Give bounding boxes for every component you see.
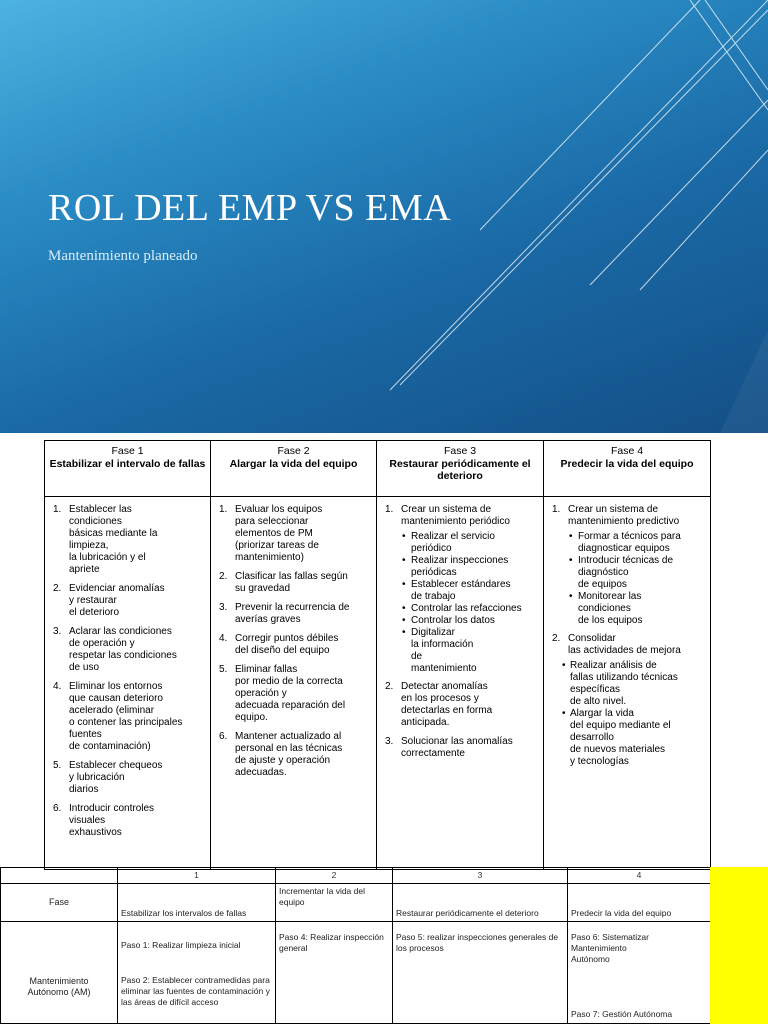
bullet-item (383, 579, 537, 603)
paso-text: Paso 5: realizar inspecciones generales de los procesos (396, 932, 559, 953)
phase-table (44, 440, 711, 870)
step-text: Introducir controles visuales exhaustivos (69, 803, 155, 838)
step-item (51, 803, 204, 839)
step-number: 4. (53, 681, 62, 692)
bullet-list (550, 531, 704, 627)
step-item (51, 504, 204, 576)
step-text: Mantener actualizado al personal en las técnicas de ajuste y operación adecuadas. (235, 731, 343, 778)
step-number: 1. (385, 504, 394, 515)
bullet-icon: • (402, 627, 406, 638)
bullet-icon: • (402, 579, 406, 590)
bullet-item (383, 615, 537, 627)
phase-number: Fase 4 (610, 445, 644, 457)
bullet-list (550, 660, 704, 768)
phase-number: Fase 1 (111, 445, 144, 457)
bullet-icon: • (402, 555, 406, 566)
step-number: 2. (53, 583, 62, 594)
slide-subtitle: Mantenimiento planeado (48, 248, 198, 264)
bullet-text: Formar a técnicos para diagnosticar equipos (578, 531, 681, 554)
phase-1-steps (45, 497, 211, 870)
steps-table (0, 867, 711, 1024)
bullet-item (383, 531, 537, 555)
step-text: Corregir puntos débiles del diseño del equipo (235, 633, 339, 656)
phase-name: Estabilizar los intervalos de fallas (121, 908, 247, 918)
step-number: 3. (385, 736, 394, 747)
bullet-text: Realizar análisis de fallas utilizando técnicas específicas de alto nivel. (570, 660, 678, 707)
step-number: 6. (219, 731, 228, 742)
step-text: Consolidar las actividades de mejora (568, 633, 681, 656)
step-text: Establecer chequeos y lubricación diarios (69, 760, 163, 795)
bullet-icon: • (402, 531, 406, 542)
phase-name-cell (568, 884, 711, 922)
am-cell (276, 922, 393, 1024)
bullet-item (383, 603, 537, 615)
phase-title: Restaurar periódicamente el deterioro (389, 457, 531, 482)
bullet-item (550, 531, 704, 555)
step-number: 1. (219, 504, 228, 515)
bullet-item (550, 708, 704, 768)
phase-number: Fase 3 (443, 445, 477, 457)
bullet-icon: • (569, 531, 573, 542)
phase-header-4 (544, 441, 711, 497)
phase-title: Estabilizar el intervalo de fallas (49, 457, 206, 470)
step-text: Prevenir la recurrencia de averías graves (235, 602, 350, 625)
slide-title: ROL DEL EMP VS EMA (48, 187, 452, 229)
step-number: 2. (219, 571, 228, 582)
bullet-text: Realizar inspecciones periódicas (411, 555, 509, 578)
bullet-list (383, 531, 537, 675)
bullet-text: Introducir técnicas de diagnóstico de equipos (578, 555, 674, 590)
step-text: Crear un sistema de mantenimiento periódico (401, 504, 510, 527)
step-number: 4. (219, 633, 228, 644)
paso-text: Paso 2: Establecer contramedidas para eliminar las fuentes de contaminación y las áreas de difícil acceso (121, 975, 270, 1007)
fase-label: Fase (1, 884, 118, 922)
slide-header (0, 0, 768, 433)
phase-name-cell (276, 884, 393, 922)
bullet-item (383, 627, 537, 675)
paso-text: Paso 6: Sistematizar Mantenimiento Autónomo (571, 932, 649, 964)
step-item (550, 633, 704, 657)
paso-text: Paso 1: Realizar limpieza inicial (121, 940, 241, 950)
step-item (217, 664, 370, 724)
step-number: 2. (552, 633, 561, 644)
step-number: 1. (552, 504, 561, 515)
step-number: 1. (53, 504, 62, 515)
step-item (217, 571, 370, 595)
empty-cell (1, 868, 118, 884)
step-number: 2. (385, 681, 394, 692)
bullet-icon: • (562, 708, 566, 719)
bullet-text: Alargar la vida del equipo mediante el desarrollo de nuevos materiales y tecnologías (570, 708, 671, 767)
bullet-text: Establecer estándares de trabajo (411, 579, 511, 602)
step-number: 5. (53, 760, 62, 771)
bullet-icon: • (569, 555, 573, 566)
am-row (1, 922, 711, 1024)
phase-header-row (45, 441, 711, 497)
phase-number-cell: 3 (393, 868, 568, 884)
phase-title: Alargar la vida del equipo (229, 457, 358, 470)
phase-number-cell: 1 (118, 868, 276, 884)
phase-header-2 (211, 441, 377, 497)
step-text: Eliminar los entornos que causan deterioro acelerado (eliminar o contener las principales fuentes de contaminación) (69, 681, 183, 752)
step-text: Crear un sistema de mantenimiento predictivo (568, 504, 680, 527)
phase-header-1 (45, 441, 211, 497)
step-item (217, 731, 370, 779)
bullet-icon: • (402, 603, 406, 614)
am-cell (393, 922, 568, 1024)
phase-2-steps (211, 497, 377, 870)
step-number: 3. (219, 602, 228, 613)
step-text: Evidenciar anomalías y restaurar el deterioro (69, 583, 165, 618)
am-cell (118, 922, 276, 1024)
phase-3-steps (377, 497, 544, 870)
phase-number-row (1, 868, 711, 884)
content-area (0, 433, 768, 1024)
phase-name: Incrementar la vida del equipo (279, 886, 365, 907)
step-item (550, 504, 704, 528)
bullet-text: Monitorear las condiciones de los equipos (578, 591, 643, 626)
phase-number-cell: 4 (568, 868, 711, 884)
step-item (383, 736, 537, 760)
step-item (217, 602, 370, 626)
step-item (217, 633, 370, 657)
step-number: 5. (219, 664, 228, 675)
bullet-item (550, 555, 704, 591)
bullet-item (550, 660, 704, 708)
paso-text: Paso 7: Gestión Autónoma (571, 1009, 673, 1019)
step-item (383, 504, 537, 528)
bullet-text: Controlar los datos (411, 615, 495, 626)
step-number: 3. (53, 626, 62, 637)
phase-header-3 (377, 441, 544, 497)
bullet-icon: • (402, 615, 406, 626)
phase-body-row (45, 497, 711, 870)
yellow-highlight (710, 867, 768, 1024)
phase-title: Predecir la vida del equipo (560, 457, 694, 470)
step-item (383, 681, 537, 729)
bullet-item (383, 555, 537, 579)
step-item (217, 504, 370, 564)
am-cell (568, 922, 711, 1024)
step-text: Aclarar las condiciones de operación y respetar las condiciones de uso (69, 626, 177, 673)
bullet-text: Digitalizar la información de mantenimiento (411, 627, 477, 674)
bullet-item (550, 591, 704, 627)
bullet-icon: • (562, 660, 566, 671)
phase-name: Restaurar periódicamente el deterioro (396, 908, 539, 918)
step-text: Establecer las condiciones básicas mediante la limpieza, la lubricación y el apriete (69, 504, 158, 575)
step-item (51, 626, 204, 674)
phase-number-cell: 2 (276, 868, 393, 884)
phase-name-cell (118, 884, 276, 922)
step-text: Solucionar las anomalías correctamente (401, 736, 513, 759)
phase-name-row (1, 884, 711, 922)
phase-name: Predecir la vida del equipo (571, 908, 672, 918)
step-number: 6. (53, 803, 62, 814)
phase-number: Fase 2 (277, 445, 310, 457)
bullet-text: Realizar el servicio periódico (411, 531, 495, 554)
step-text: Eliminar fallas por medio de la correcta operación y adecuada reparación del equipo. (235, 664, 346, 723)
am-label (1, 922, 118, 1024)
step-text: Evaluar los equipos para seleccionar elementos de PM (priorizar tareas de mantenimiento) (235, 504, 323, 563)
am-label-text: Mantenimiento Autónomo (AM) (27, 975, 91, 997)
step-item (51, 760, 204, 796)
bullet-icon: • (569, 591, 573, 602)
step-item (51, 681, 204, 753)
phase-4-steps (544, 497, 711, 870)
step-text: Clasificar las fallas según su gravedad (235, 571, 348, 594)
phase-name-cell (393, 884, 568, 922)
step-item (51, 583, 204, 619)
bullet-text: Controlar las refacciones (411, 603, 522, 614)
paso-text: Paso 4: Realizar inspección general (279, 932, 384, 953)
step-text: Detectar anomalías en los procesos y detectarlas en forma anticipada. (401, 681, 493, 728)
